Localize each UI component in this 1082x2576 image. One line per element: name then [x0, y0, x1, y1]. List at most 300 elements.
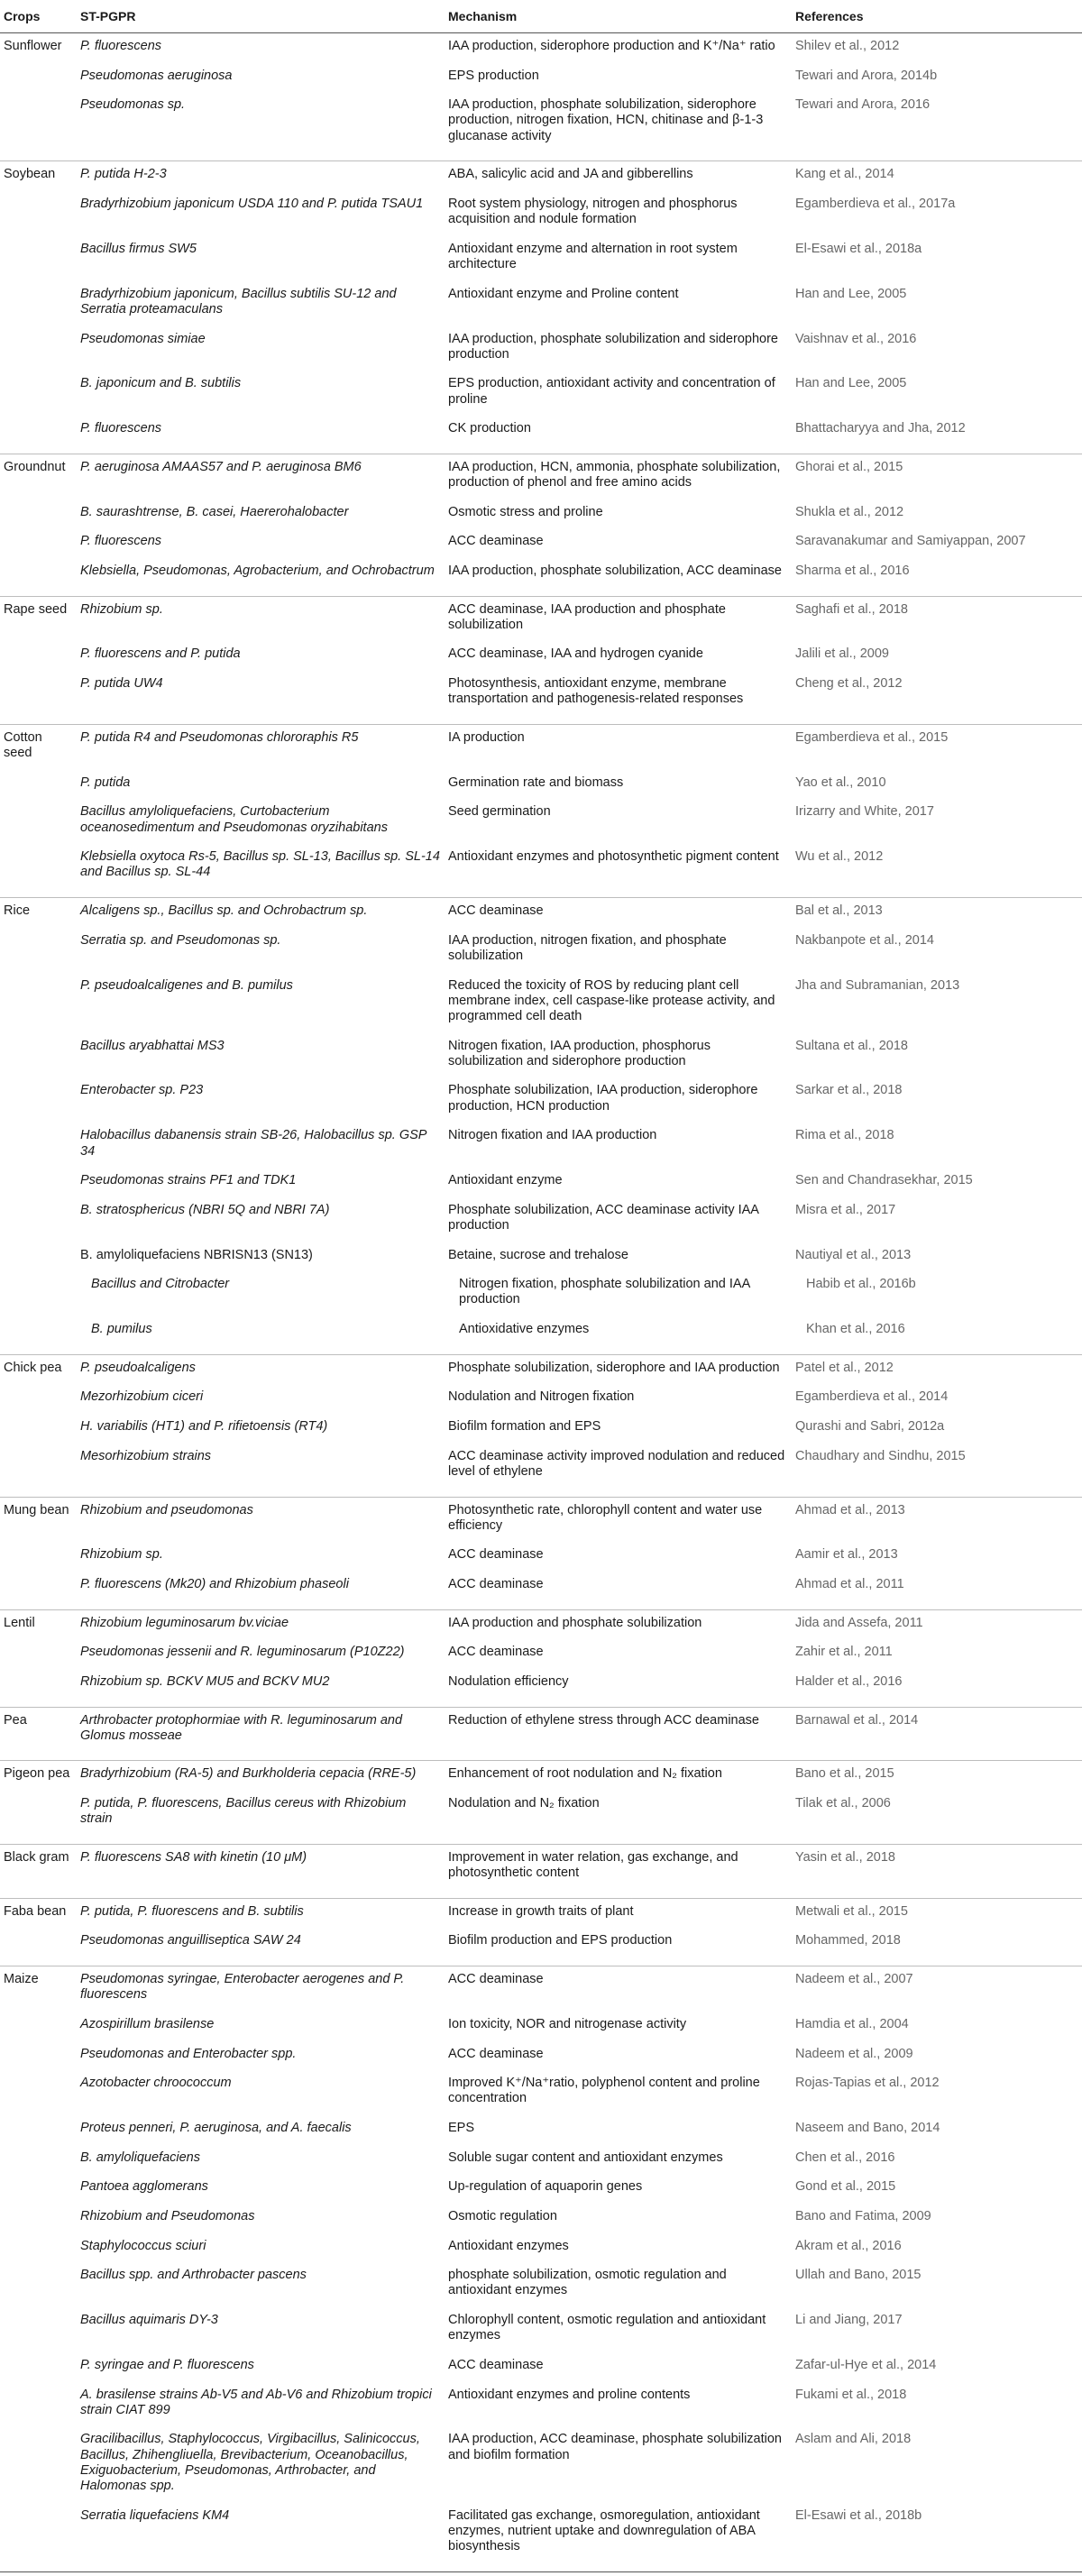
table-row [0, 1761, 1082, 1795]
reference-cell: Bhattacharyya and Jha, 2012 [792, 420, 1082, 454]
crop-cell: Groundnut [4, 459, 66, 474]
st-pgpr-cell: B. saurashtrense, B. casei, Haererohalobacter [80, 504, 349, 519]
st-pgpr-cell: Rhizobium leguminosarum bv.viciae [80, 1615, 289, 1630]
mechanism-cell: ACC deaminase [448, 2357, 544, 2372]
crop-cell [0, 2312, 77, 2357]
mechanism-cell: IAA production and phosphate solubilization [448, 1615, 702, 1630]
st-pgpr-cell: Mezorhizobium ciceri [80, 1389, 204, 1405]
st-pgpr-cell: P. fluorescens [80, 534, 162, 549]
table-row [0, 1276, 1082, 1321]
table-row [0, 1932, 1082, 1966]
crop-cell [0, 241, 77, 286]
table-row [0, 675, 1082, 724]
mechanism-cell: ABA, salicylic acid and JA and gibberellins [448, 167, 693, 182]
st-pgpr-cell: P. pseudoalcaligenes and B. pumilus [80, 977, 293, 993]
table-row [0, 1898, 1082, 1932]
crop-cell [0, 2150, 77, 2179]
crop-cell [0, 2507, 77, 2572]
table-row [0, 2046, 1082, 2076]
mechanism-cell: Osmotic stress and proline [448, 504, 603, 519]
crop-cell [0, 1795, 77, 1844]
mechanism-cell: Antioxidant enzymes and photosynthetic pigment content [445, 848, 792, 897]
crop-cell [0, 2178, 77, 2208]
table-row [0, 2431, 1082, 2507]
table-row [0, 1247, 1082, 1277]
table-row [0, 1966, 1082, 2016]
crop-cell: Black gram [0, 1844, 77, 1898]
st-pgpr-cell: Pseudomonas aeruginosa [80, 68, 233, 83]
st-pgpr-cell: Enterobacter sp. P23 [80, 1083, 204, 1098]
reference-cell: Metwali et al., 2015 [795, 1903, 908, 1919]
reference-cell: Jha and Subramanian, 2013 [795, 977, 960, 993]
table-row [0, 1497, 1082, 1546]
table-row [0, 1389, 1082, 1418]
crop-cell [0, 1673, 77, 1707]
reference-cell: Jalili et al., 2009 [795, 646, 889, 662]
mechanism-cell: ACC deaminase activity improved nodulation and reduced level of ethylene [445, 1448, 792, 1497]
mechanism-cell: ACC deaminase [448, 2046, 544, 2061]
crop-cell [0, 68, 77, 97]
mechanism-cell: Improved K⁺/Na⁺ratio, polyphenol content and proline concentration [448, 2076, 760, 2106]
crop-cell [0, 2357, 77, 2387]
st-pgpr-cell: Pseudomonas simiae [80, 331, 206, 346]
st-pgpr-cell: Azotobacter chroococcum [80, 2076, 232, 2091]
header-st-pgpr: ST-PGPR [77, 0, 445, 33]
table-row [0, 724, 1082, 774]
mechanism-cell: IAA production, siderophore production and K⁺/Na⁺ ratio [448, 39, 775, 53]
crop-cell: Mung bean [4, 1502, 69, 1517]
reference-cell: Aamir et al., 2013 [795, 1547, 898, 1563]
crop-cell: Pigeon pea [4, 1766, 70, 1782]
mechanism-cell: Osmotic regulation [448, 2208, 557, 2223]
mechanism-cell: Increase in growth traits of plant [448, 1903, 634, 1919]
st-pgpr-cell: Rhizobium and Pseudomonas [80, 2208, 255, 2223]
st-pgpr-cell: Mesorhizobium strains [77, 1448, 445, 1497]
reference-cell: El-Esawi et al., 2018a [795, 241, 922, 256]
mechanism-cell: Enhancement of root nodulation and N₂ fixation [448, 1766, 722, 1782]
reference-cell: Aslam and Ali, 2018 [795, 2432, 912, 2447]
crop-cell: Chick pea [4, 1360, 62, 1375]
table-row [0, 1844, 1082, 1898]
st-pgpr-cell: B. pumilus [77, 1321, 445, 1354]
header-references: References [792, 0, 1082, 33]
table-row [0, 286, 1082, 331]
header-crops: Crops [0, 0, 77, 33]
st-pgpr-cell: H. variabilis (HT1) and P. rifietoensis (RT4) [80, 1419, 328, 1435]
mechanism-cell: ACC deaminase, IAA and hydrogen cyanide [448, 646, 703, 662]
table-row [0, 2267, 1082, 2312]
st-pgpr-cell: Pseudomonas syringae, Enterobacter aerogenes and P. fluorescens [80, 1972, 405, 2003]
crop-cell [0, 2016, 77, 2046]
mechanism-cell: Antioxidant enzyme and Proline content [448, 286, 679, 301]
table-row [0, 161, 1082, 196]
mechanism-cell: Phosphate solubilization, ACC deaminase activity IAA production [448, 1202, 759, 1233]
st-pgpr-cell: P. putida [80, 775, 131, 790]
table-row [0, 1707, 1082, 1761]
table-row [0, 596, 1082, 646]
crop-cell [0, 1321, 77, 1354]
reference-cell: Naseem and Bano, 2014 [795, 2121, 940, 2135]
crop-cell [0, 563, 77, 596]
mechanism-cell: Antioxidant enzymes and proline contents [448, 2387, 691, 2402]
mechanism-cell: Ion toxicity, NOR and nitrogenase activity [448, 2016, 687, 2031]
mechanism-cell: Biofilm formation and EPS [448, 1419, 601, 1435]
reference-cell: Han and Lee, 2005 [795, 286, 907, 301]
table-row [0, 2312, 1082, 2357]
st-pgpr-cell: Bacillus firmus SW5 [80, 241, 197, 256]
table-row [0, 96, 1082, 161]
crop-cell [0, 196, 77, 241]
table-row [0, 2507, 1082, 2572]
crop-cell [0, 1038, 77, 1083]
crop-cell: Rice [4, 903, 31, 919]
crop-cell [0, 2267, 77, 2312]
crop-cell [0, 803, 77, 848]
st-pgpr-cell: P. fluorescens SA8 with kinetin (10 μM) [77, 1844, 445, 1898]
mechanism-cell: Nitrogen fixation, phosphate solubilization and IAA production [459, 1277, 750, 1307]
table-row [0, 2208, 1082, 2238]
table-row [0, 420, 1082, 454]
table-row [0, 68, 1082, 97]
table-row [0, 1038, 1082, 1083]
reference-cell: Qurashi and Sabri, 2012a [795, 1419, 945, 1435]
reference-cell: Han and Lee, 2005 [795, 376, 907, 391]
st-pgpr-cell: P. putida R4 and Pseudomonas chlororaphis R5 [80, 729, 359, 745]
st-pgpr-cell: Klebsiella oxytoca Rs-5, Bacillus sp. SL-13, Bacillus sp. SL-14 and Bacillus sp. SL-44 [77, 848, 445, 897]
crop-cell [0, 1932, 77, 1966]
crop-cell [0, 932, 77, 977]
reference-cell: Sen and Chandrasekhar, 2015 [795, 1173, 973, 1188]
st-pgpr-cell: Serratia liquefaciens KM4 [77, 2507, 445, 2572]
crop-cell [0, 331, 77, 376]
reference-cell: Nakbanpote et al., 2014 [795, 932, 934, 948]
table-row [0, 1354, 1082, 1389]
reference-cell: Zahir et al., 2011 [795, 1645, 893, 1660]
table-row [0, 331, 1082, 376]
mechanism-cell: ACC deaminase [448, 1972, 544, 1987]
reference-cell: Akram et al., 2016 [795, 2238, 902, 2253]
reference-cell: El-Esawi et al., 2018b [792, 2507, 1082, 2572]
reference-cell: Rima et al., 2018 [795, 1128, 894, 1143]
mechanism-cell: ACC deaminase [445, 1576, 792, 1609]
st-pgpr-cell: Bradyrhizobium (RA-5) and Burkholderia cepacia (RRE-5) [80, 1766, 417, 1782]
st-pgpr-cell: Rhizobium sp. [80, 1547, 163, 1563]
reference-cell: Egamberdieva et al., 2014 [795, 1389, 949, 1405]
reference-cell: Ullah and Bano, 2015 [795, 2268, 922, 2283]
header-mechanism: Mechanism [445, 0, 792, 33]
reference-cell: Habib et al., 2016b [806, 1277, 916, 1292]
reference-cell: Shukla et al., 2012 [795, 504, 904, 519]
crop-cell: Sunflower [4, 39, 62, 53]
st-pgpr-cell: Bradyrhizobium japonicum, Bacillus subtilis SU-12 and Serratia proteamaculans [80, 286, 397, 316]
table-row [0, 375, 1082, 420]
table-row [0, 1576, 1082, 1609]
table-row [0, 932, 1082, 977]
reference-cell: Yao et al., 2010 [795, 775, 886, 790]
reference-cell: Yasin et al., 2018 [792, 1844, 1082, 1898]
st-pgpr-cell: P. syringae and P. fluorescens [80, 2357, 254, 2372]
st-pgpr-cell: Gracilibacillus, Staphylococcus, Virgibacillus, Salinicoccus, Bacillus, Zhihengliuella, Brevibacterium, Oceanobacillus, Exiguobacterium, Pseudomonas, Arthrobacter, and Halomonas spp. [80, 2432, 420, 2493]
mechanism-cell: Nitrogen fixation and IAA production [448, 1128, 657, 1143]
st-pgpr-cell: B. amyloliquefaciens [80, 2150, 200, 2165]
crop-cell [0, 286, 77, 331]
mechanism-cell: CK production [445, 420, 792, 454]
st-pgpr-cell: Bacillus amyloliquefaciens, Curtobacterium oceanosedimentum and Pseudomonas oryzihabitans [80, 804, 388, 835]
crop-cell [0, 375, 77, 420]
crop-cell [0, 420, 77, 454]
table-body [0, 33, 1082, 2572]
table-row [0, 196, 1082, 241]
table-row [0, 1082, 1082, 1127]
reference-cell: Saghafi et al., 2018 [795, 601, 908, 617]
crop-cell: Pea [0, 1707, 77, 1761]
reference-cell: Nadeem et al., 2009 [795, 2046, 913, 2061]
crop-cell [0, 504, 77, 534]
table-row [0, 1546, 1082, 1576]
table-row [0, 775, 1082, 804]
crop-cell: Maize [4, 1972, 39, 1987]
reference-cell: Nadeem et al., 2007 [795, 1972, 913, 1987]
mechanism-cell: Root system physiology, nitrogen and phosphorus acquisition and nodule formation [448, 196, 738, 227]
mechanism-cell: ACC deaminase [448, 534, 544, 549]
st-pgpr-cell: Rhizobium sp. BCKV MU5 and BCKV MU2 [77, 1673, 445, 1707]
mechanism-cell: phosphate solubilization, osmotic regulation and antioxidant enzymes [448, 2268, 727, 2298]
table-row [0, 454, 1082, 503]
table-row [0, 646, 1082, 675]
crop-cell [0, 1127, 77, 1172]
crop-cell: Rape seed [4, 601, 68, 617]
st-pgpr-cell: Pseudomonas sp. [77, 96, 445, 161]
mechanism-cell: Antioxidant enzymes [448, 2238, 569, 2253]
reference-cell: Saravanakumar and Samiyappan, 2007 [795, 534, 1026, 549]
st-pgpr-cell: Serratia sp. and Pseudomonas sp. [80, 932, 281, 948]
table-row [0, 533, 1082, 563]
mechanism-cell: Reduction of ethylene stress through ACC deaminase [445, 1707, 792, 1761]
crop-cell [0, 775, 77, 804]
mechanism-cell: Antioxidative enzymes [445, 1321, 792, 1354]
reference-cell: Mohammed, 2018 [792, 1932, 1082, 1966]
mechanism-cell: IAA production, ACC deaminase, phosphate solubilization and biofilm formation [448, 2432, 782, 2462]
st-pgpr-cell: Arthrobacter protophormiae with R. leguminosarum and Glomus mosseae [77, 1707, 445, 1761]
reference-cell: Nautiyal et al., 2013 [795, 1247, 912, 1262]
mechanism-cell: Seed germination [448, 804, 551, 820]
crop-cell [0, 2046, 77, 2076]
mechanism-cell: Antioxidant enzyme [448, 1173, 563, 1188]
crop-cell [0, 1202, 77, 1247]
st-pgpr-cell: Rhizobium and pseudomonas [80, 1502, 253, 1517]
st-pgpr-cell: Bacillus aquimaris DY-3 [80, 2313, 218, 2328]
crop-cell [0, 646, 77, 675]
st-pgpr-cell: A. brasilense strains Ab-V5 and Ab-V6 and Rhizobium tropici strain CIAT 899 [80, 2387, 432, 2417]
st-pgpr-cell: Klebsiella, Pseudomonas, Agrobacterium, and Ochrobactrum [77, 563, 445, 596]
table-row [0, 1202, 1082, 1247]
mechanism-cell: Nodulation and Nitrogen fixation [448, 1389, 635, 1405]
mechanism-cell: Betaine, sucrose and trehalose [448, 1247, 628, 1262]
table-row [0, 1673, 1082, 1707]
reference-cell: Misra et al., 2017 [795, 1202, 896, 1217]
table-row [0, 563, 1082, 596]
table-row [0, 1644, 1082, 1673]
mechanism-cell: IAA production, phosphate solubilization, siderophore production, nitrogen fixation, HCN, chitinase and β-1-3 glucanase activity [445, 96, 792, 161]
reference-cell: Rojas-Tapias et al., 2012 [795, 2076, 940, 2091]
table-row [0, 2120, 1082, 2150]
table-row [0, 898, 1082, 932]
mechanism-cell: Phosphate solubilization, siderophore and IAA production [448, 1360, 780, 1375]
reference-cell: Wu et al., 2012 [792, 848, 1082, 897]
st-pgpr-cell: P. putida H-2-3 [80, 167, 167, 182]
st-pgpr-cell: B. stratosphericus (NBRI 5Q and NBRI 7A) [80, 1202, 330, 1217]
reference-cell: Patel et al., 2012 [795, 1360, 894, 1375]
st-pgpr-cell: P. fluorescens (Mk20) and Rhizobium phaseoli [77, 1576, 445, 1609]
st-pgpr-cell: B. japonicum and B. subtilis [80, 376, 242, 391]
crop-cell [0, 1172, 77, 1202]
mechanism-cell: Nodulation and N₂ fixation [445, 1795, 792, 1844]
st-pgpr-cell: P. aeruginosa AMAAS57 and P. aeruginosa BM6 [80, 459, 362, 474]
table-header-row [0, 0, 1082, 33]
table-row [0, 1418, 1082, 1448]
crop-cell [0, 1576, 77, 1609]
table-row [0, 1795, 1082, 1844]
st-pgpr-cell: Bradyrhizobium japonicum USDA 110 and P. putida TSAU1 [80, 196, 424, 211]
reference-cell: Jida and Assefa, 2011 [795, 1615, 923, 1630]
table-row [0, 1172, 1082, 1202]
reference-cell: Li and Jiang, 2017 [795, 2313, 903, 2328]
mechanism-cell: ACC deaminase [448, 903, 544, 919]
st-pgpr-cell: Bacillus aryabhattai MS3 [80, 1038, 225, 1053]
mechanism-cell: Antioxidant enzyme and alternation in root system architecture [448, 241, 738, 272]
table-row [0, 2357, 1082, 2387]
mechanism-cell: Nodulation efficiency [445, 1673, 792, 1707]
reference-cell: Tilak et al., 2006 [792, 1795, 1082, 1844]
mechanism-cell: ACC deaminase [448, 1547, 544, 1563]
table-row [0, 2150, 1082, 2179]
crop-cell [0, 2387, 77, 2432]
reference-cell: Chen et al., 2016 [795, 2150, 895, 2165]
reference-cell: Bano et al., 2015 [795, 1766, 894, 1782]
st-pgpr-cell: Halobacillus dabanensis strain SB-26, Halobacillus sp. GSP 34 [80, 1128, 426, 1159]
reference-cell: Bal et al., 2013 [795, 903, 883, 919]
reference-cell: Egamberdieva et al., 2017a [795, 196, 956, 211]
reference-cell: Barnawal et al., 2014 [792, 1707, 1082, 1761]
st-pgpr-cell: Bacillus and Citrobacter [91, 1277, 230, 1292]
reference-cell: Chaudhary and Sindhu, 2015 [792, 1448, 1082, 1497]
reference-cell: Ahmad et al., 2011 [792, 1576, 1082, 1609]
crop-cell [0, 675, 77, 724]
reference-cell: Tewari and Arora, 2014b [795, 68, 938, 83]
st-pgpr-cell: B. amyloliquefaciens NBRISN13 (SN13) [80, 1247, 313, 1262]
st-pgpr-cell: Staphylococcus sciuri [80, 2238, 206, 2253]
crop-cell [0, 533, 77, 563]
st-pgpr-cell: Pantoea agglomerans [80, 2179, 208, 2195]
mechanism-cell: Improvement in water relation, gas exchange, and photosynthetic content [445, 1844, 792, 1898]
reference-cell: Sarkar et al., 2018 [795, 1083, 903, 1098]
crop-cell: Cotton seed [4, 729, 42, 761]
crop-cell [0, 1276, 77, 1321]
table-row [0, 2387, 1082, 2432]
st-pgpr-cell: Proteus penneri, P. aeruginosa, and A. faecalis [80, 2121, 352, 2135]
mechanism-cell: ACC deaminase, IAA production and phosphate solubilization [448, 601, 726, 632]
mechanism-cell: IAA production, phosphate solubilization and siderophore production [448, 331, 778, 362]
reference-cell: Cheng et al., 2012 [792, 675, 1082, 724]
st-pgpr-cell: P. pseudoalcaligens [80, 1360, 196, 1375]
table-row [0, 241, 1082, 286]
table-row [0, 977, 1082, 1038]
reference-cell: Hamdia et al., 2004 [795, 2016, 909, 2031]
mechanism-cell: IA production [448, 729, 525, 745]
st-pgpr-cell: P. putida UW4 [77, 675, 445, 724]
mechanism-cell: EPS [448, 2121, 475, 2135]
crop-cell [0, 2075, 77, 2120]
crop-cell [0, 2431, 77, 2507]
table-row [0, 803, 1082, 848]
reference-cell: Tewari and Arora, 2016 [792, 96, 1082, 161]
mechanism-cell: Reduced the toxicity of ROS by reducing plant cell membrane index, cell caspase-like protease activity, and programmed cell death [448, 977, 775, 1023]
mechanism-cell: ACC deaminase [448, 1645, 544, 1660]
crop-cell [0, 977, 77, 1038]
reference-cell: Ghorai et al., 2015 [795, 459, 903, 474]
crop-cell: Lentil [4, 1615, 35, 1630]
mechanism-cell: EPS production [448, 68, 539, 83]
st-pgpr-cell: Rhizobium sp. [80, 601, 163, 617]
reference-cell: Sharma et al., 2016 [792, 563, 1082, 596]
reference-cell: Sultana et al., 2018 [795, 1038, 908, 1053]
mechanism-cell: Chlorophyll content, osmotic regulation and antioxidant enzymes [448, 2313, 766, 2343]
crop-cell [0, 1546, 77, 1576]
reference-cell: Zafar-ul-Hye et al., 2014 [795, 2357, 937, 2372]
reference-cell: Ahmad et al., 2013 [795, 1502, 905, 1517]
crop-cell [0, 1082, 77, 1127]
mechanism-cell: Germination rate and biomass [448, 775, 624, 790]
mechanism-cell: Photosynthetic rate, chlorophyll content and water use efficiency [448, 1502, 763, 1533]
crop-cell [0, 1644, 77, 1673]
mechanism-cell: Up-regulation of aquaporin genes [448, 2179, 643, 2195]
st-pgpr-cell: Pseudomonas strains PF1 and TDK1 [80, 1173, 297, 1188]
reference-cell: Gond et al., 2015 [795, 2179, 896, 2195]
crop-cell [0, 1448, 77, 1497]
st-pgpr-cell: P. fluorescens and P. putida [80, 646, 241, 662]
st-pgpr-cell: P. fluorescens [77, 420, 445, 454]
reference-cell: Irizarry and White, 2017 [795, 804, 934, 820]
crop-cell [0, 1247, 77, 1277]
reference-cell: Egamberdieva et al., 2015 [795, 729, 949, 745]
crop-cell: Soybean [4, 167, 56, 182]
mechanism-cell: EPS production, antioxidant activity and concentration of proline [448, 376, 775, 407]
st-pgpr-cell: Pseudomonas jessenii and R. leguminosarum (P10Z22) [80, 1645, 405, 1660]
mechanism-cell: Biofilm production and EPS production [445, 1932, 792, 1966]
reference-cell: Bano and Fatima, 2009 [795, 2208, 931, 2223]
reference-cell: Fukami et al., 2018 [795, 2387, 907, 2402]
crop-cell [0, 96, 77, 161]
st-pgpr-cell: P. putida, P. fluorescens and B. subtilis [80, 1903, 304, 1919]
reference-cell: Halder et al., 2016 [792, 1673, 1082, 1707]
st-pgpr-cell: Azospirillum brasilense [80, 2016, 215, 2031]
mechanism-cell: Facilitated gas exchange, osmoregulation, antioxidant enzymes, nutrient uptake and downregulation of ABA biosynthesis [445, 2507, 792, 2572]
reference-cell: Kang et al., 2014 [795, 167, 894, 182]
mechanism-cell: Phosphate solubilization, IAA production, siderophore production, HCN production [448, 1083, 758, 1114]
reference-cell: Khan et al., 2016 [792, 1321, 1082, 1354]
mechanism-cell: Nitrogen fixation, IAA production, phosphorus solubilization and siderophore production [448, 1038, 711, 1068]
table-row [0, 33, 1082, 68]
reference-cell: Shilev et al., 2012 [795, 39, 900, 53]
mechanism-cell: IAA production, nitrogen fixation, and phosphate solubilization [448, 932, 727, 963]
crop-cell [0, 2238, 77, 2268]
crop-cell: Faba bean [4, 1903, 67, 1919]
mechanism-cell: IAA production, phosphate solubilization, ACC deaminase [445, 563, 792, 596]
mechanism-cell: Soluble sugar content and antioxidant enzymes [448, 2150, 723, 2165]
crop-cell [0, 2120, 77, 2150]
mechanism-cell: Photosynthesis, antioxidant enzyme, membrane transportation and pathogenesis-related responses [445, 675, 792, 724]
table-row [0, 2075, 1082, 2120]
